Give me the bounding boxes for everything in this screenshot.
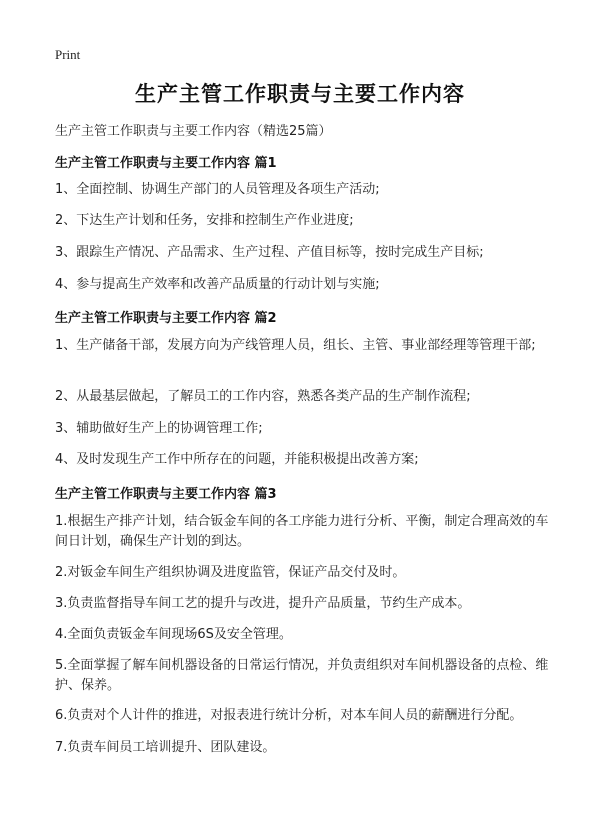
- list-item: 2.对钣金车间生产组织协调及进度监管，保证产品交付及时。: [55, 565, 406, 580]
- section-heading-2: 生产主管工作职责与主要工作内容 篇2: [55, 311, 277, 326]
- list-item: 3、辅助做好生产上的协调管理工作;: [55, 421, 263, 436]
- list-item: 4、及时发现生产工作中所存在的问题，并能积极提出改善方案;: [55, 452, 419, 467]
- list-item: 2、下达生产计划和任务，安排和控制生产作业进度;: [55, 213, 354, 228]
- list-item: 6.负责对个人计件的推进，对报表进行统计分析，对本车间人员的薪酬进行分配。: [55, 708, 523, 723]
- list-item: 3.负责监督指导车间工艺的提升与改进，提升产品质量，节约生产成本。: [55, 596, 471, 611]
- print-link[interactable]: Print: [55, 47, 81, 62]
- list-item: 5.全面掌握了解车间机器设备的日常运行情况，并负责组织对车间机器设备的点检、维护、保养。: [55, 658, 549, 693]
- list-item: 4.全面负责钣金车间现场6S及安全管理。: [55, 627, 292, 642]
- list-item: 7.负责车间员工培训提升、团队建设。: [55, 740, 276, 755]
- list-item: 1、生产储备干部，发展方向为产线管理人员，组长、主管、事业部经理等管理干部;: [55, 338, 536, 353]
- section-heading-3: 生产主管工作职责与主要工作内容 篇3: [55, 487, 277, 502]
- list-item: 1.根据生产排产计划，结合钣金车间的各工序能力进行分析、平衡，制定合理高效的车间日计划，确保生产计划的到达。: [55, 514, 549, 549]
- list-item: 2、从最基层做起，了解员工的工作内容，熟悉各类产品的生产制作流程;: [55, 389, 471, 404]
- list-item: 4、参与提高生产效率和改善产品质量的行动计划与实施;: [55, 277, 380, 292]
- document-subtitle: 生产主管工作职责与主要工作内容（精选25篇）: [55, 124, 332, 139]
- list-item: 1、全面控制、协调生产部门的人员管理及各项生产活动;: [55, 182, 380, 197]
- list-item: 3、跟踪生产情况、产品需求、生产过程、产值目标等，按时完成生产目标;: [55, 245, 484, 260]
- section-heading-1: 生产主管工作职责与主要工作内容 篇1: [55, 156, 277, 171]
- page-title: 生产主管工作职责与主要工作内容: [135, 82, 465, 106]
